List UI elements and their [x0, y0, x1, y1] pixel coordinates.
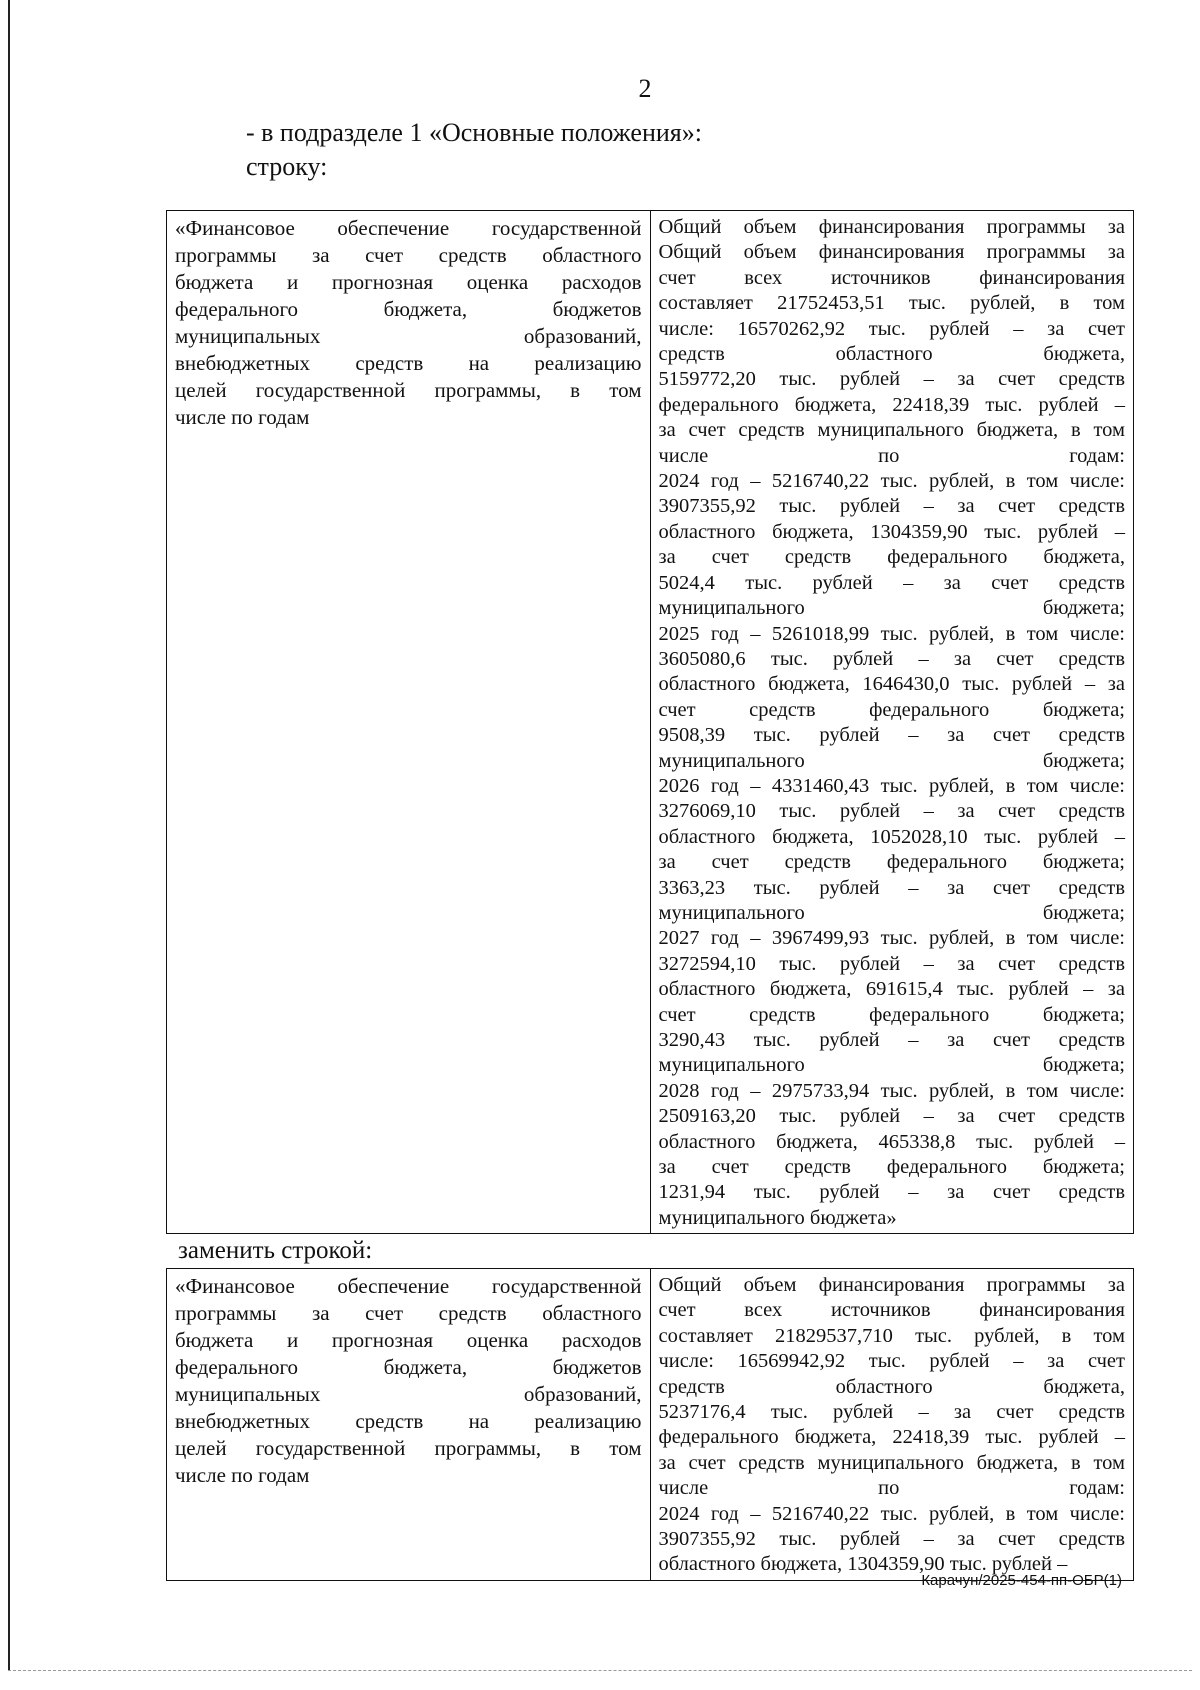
new-row-label-lines — [175, 1273, 642, 1489]
text-line: 3605080,6 тыс. рублей – за счет средств — [658, 647, 1125, 670]
new-row-value-lines — [659, 1273, 1126, 1578]
text-line: числе по годам — [175, 405, 310, 429]
intro-text — [246, 116, 702, 184]
text-line: целей государственной программы, в том — [175, 378, 642, 402]
text-line: областного бюджета, 1646430,0 тыс. рублей – за — [658, 673, 1125, 696]
replace-label: заменить строкой: — [178, 1237, 373, 1264]
text-line: федерального бюджета, 22418,39 тыс. рублей – — [658, 393, 1125, 416]
text-line: за счет средств федерального бюджета; — [658, 1156, 1125, 1179]
new-row-value-cell — [650, 1269, 1134, 1581]
text-line: муниципального бюджета» — [658, 1206, 897, 1229]
text-line: 1231,94 тыс. рублей – за счет средств — [658, 1181, 1125, 1204]
text-line: Общий объем финансирования программы за — [658, 1274, 1125, 1296]
old-row-label-lines — [175, 215, 642, 431]
text-line: муниципального бюджета; — [658, 597, 1125, 620]
text-line: муниципальных образований, — [175, 1382, 642, 1406]
text-line: числе по годам — [175, 1463, 310, 1487]
page-number: 2 — [638, 74, 652, 103]
text-line: Общий объем финансирования программы за — [658, 241, 1125, 264]
text-line: 3907355,92 тыс. рублей – за счет средств — [658, 1528, 1125, 1551]
text-line: муниципального бюджета; — [658, 1054, 1125, 1077]
text-line: программы за счет средств областного — [175, 243, 642, 267]
text-line: 2028 год – 2975733,94 тыс. рублей, в том числе: — [658, 1079, 1125, 1102]
text-line: средств областного бюджета, — [658, 1375, 1125, 1398]
text-line: 3363,23 тыс. рублей – за счет средств — [658, 876, 1125, 899]
text-line: счет средств федерального бюджета; — [658, 1003, 1125, 1026]
text-line: федерального бюджета, бюджетов — [175, 1355, 642, 1379]
old-row-value-lines — [659, 215, 1126, 1231]
text-line: 2509163,20 тыс. рублей – за счет средств — [658, 1105, 1125, 1128]
text-line: 5024,4 тыс. рублей – за счет средств — [658, 571, 1125, 594]
text-line: областного бюджета, 465338,8 тыс. рублей – — [658, 1130, 1125, 1153]
text-line: бюджета и прогнозная оценка расходов — [175, 270, 642, 294]
text-line: 2024 год – 5216740,22 тыс. рублей, в том числе: — [658, 470, 1125, 493]
scan-edge-bottom — [8, 1670, 1192, 1671]
text-line: 3290,43 тыс. рублей – за счет средств — [658, 1029, 1125, 1051]
text-line: муниципальных образований, — [175, 324, 642, 348]
text-line: внебюджетных средств на реализацию — [175, 351, 642, 375]
scan-edge-left — [8, 0, 10, 1670]
document-reference: Карачун/2025-454-пп-ОБР(1) — [921, 1572, 1122, 1589]
text-line: числе по годам: — [658, 444, 1125, 467]
text-line: 2025 год – 5261018,99 тыс. рублей, в том числе: — [658, 622, 1125, 645]
text-line: составляет 21752453,51 тыс. рублей, в том — [658, 292, 1125, 315]
text-line: числе: 16569942,92 тыс. рублей – за счет — [658, 1350, 1125, 1373]
text-line: 9508,39 тыс. рублей – за счет средств — [658, 724, 1125, 747]
text-line: счет всех источников финансирования — [658, 1299, 1125, 1322]
text-line: счет средств федерального бюджета; — [658, 698, 1125, 721]
old-row-value-cell — [650, 211, 1134, 1234]
text-line: за счет средств федерального бюджета; — [658, 851, 1125, 874]
text-line: составляет 21829537,710 тыс. рублей, в том — [658, 1324, 1125, 1347]
text-line: за счет средств муниципального бюджета, в том — [658, 1451, 1125, 1474]
text-line: бюджета и прогнозная оценка расходов — [175, 1328, 642, 1352]
text-line: 5159772,20 тыс. рублей – за счет средств — [658, 368, 1125, 391]
old-row-table — [166, 210, 1134, 1234]
text-line: областного бюджета, 691615,4 тыс. рублей – за — [658, 978, 1125, 1001]
table-row — [167, 1269, 1134, 1581]
text-line: областного бюджета, 1304359,90 тыс. рублей – — [658, 520, 1125, 543]
intro-line-subsection: - в подразделе 1 «Основные положения»: — [246, 118, 702, 147]
text-line: 2024 год – 5216740,22 тыс. рублей, в том числе: — [658, 1502, 1125, 1525]
text-line: 5237176,4 тыс. рублей – за счет средств — [658, 1401, 1125, 1424]
intro-line-row: строку: — [246, 152, 328, 181]
text-line: «Финансовое обеспечение государственной — [175, 1274, 642, 1298]
text-line: Общий объем финансирования программы за — [658, 216, 1125, 238]
text-line: за счет средств федерального бюджета, — [658, 546, 1125, 569]
text-line: за счет средств муниципального бюджета, в том — [658, 419, 1125, 442]
text-line: числе: 16570262,92 тыс. рублей – за счет — [658, 317, 1125, 340]
text-line: программы за счет средств областного — [175, 1301, 642, 1325]
text-line: муниципального бюджета; — [658, 749, 1125, 772]
table-row — [167, 211, 1134, 1234]
text-line: 2027 год – 3967499,93 тыс. рублей, в том числе: — [658, 927, 1125, 950]
text-line: 3272594,10 тыс. рублей – за счет средств — [658, 952, 1125, 975]
text-line: областного бюджета, 1304359,90 тыс. рублей – — [658, 1553, 1068, 1576]
text-line: числе по годам: — [658, 1477, 1125, 1500]
new-row-label-cell — [167, 1269, 651, 1581]
text-line: федерального бюджета, бюджетов — [175, 297, 642, 321]
text-line: внебюджетных средств на реализацию — [175, 1409, 642, 1433]
text-line: средств областного бюджета, — [658, 343, 1125, 366]
old-row-label-cell — [167, 211, 651, 1234]
text-line: 2026 год – 4331460,43 тыс. рублей, в том числе: — [658, 774, 1125, 797]
text-line: «Финансовое обеспечение государственной — [175, 216, 642, 240]
text-line: счет всех источников финансирования — [658, 266, 1125, 289]
text-line: федерального бюджета, 22418,39 тыс. рублей – — [658, 1426, 1125, 1449]
text-line: областного бюджета, 1052028,10 тыс. рублей – — [658, 825, 1125, 848]
text-line: муниципального бюджета; — [658, 901, 1125, 924]
text-line: целей государственной программы, в том — [175, 1436, 642, 1460]
text-line: 3276069,10 тыс. рублей – за счет средств — [658, 800, 1125, 823]
new-row-table — [166, 1268, 1134, 1581]
text-line: 3907355,92 тыс. рублей – за счет средств — [658, 495, 1125, 518]
